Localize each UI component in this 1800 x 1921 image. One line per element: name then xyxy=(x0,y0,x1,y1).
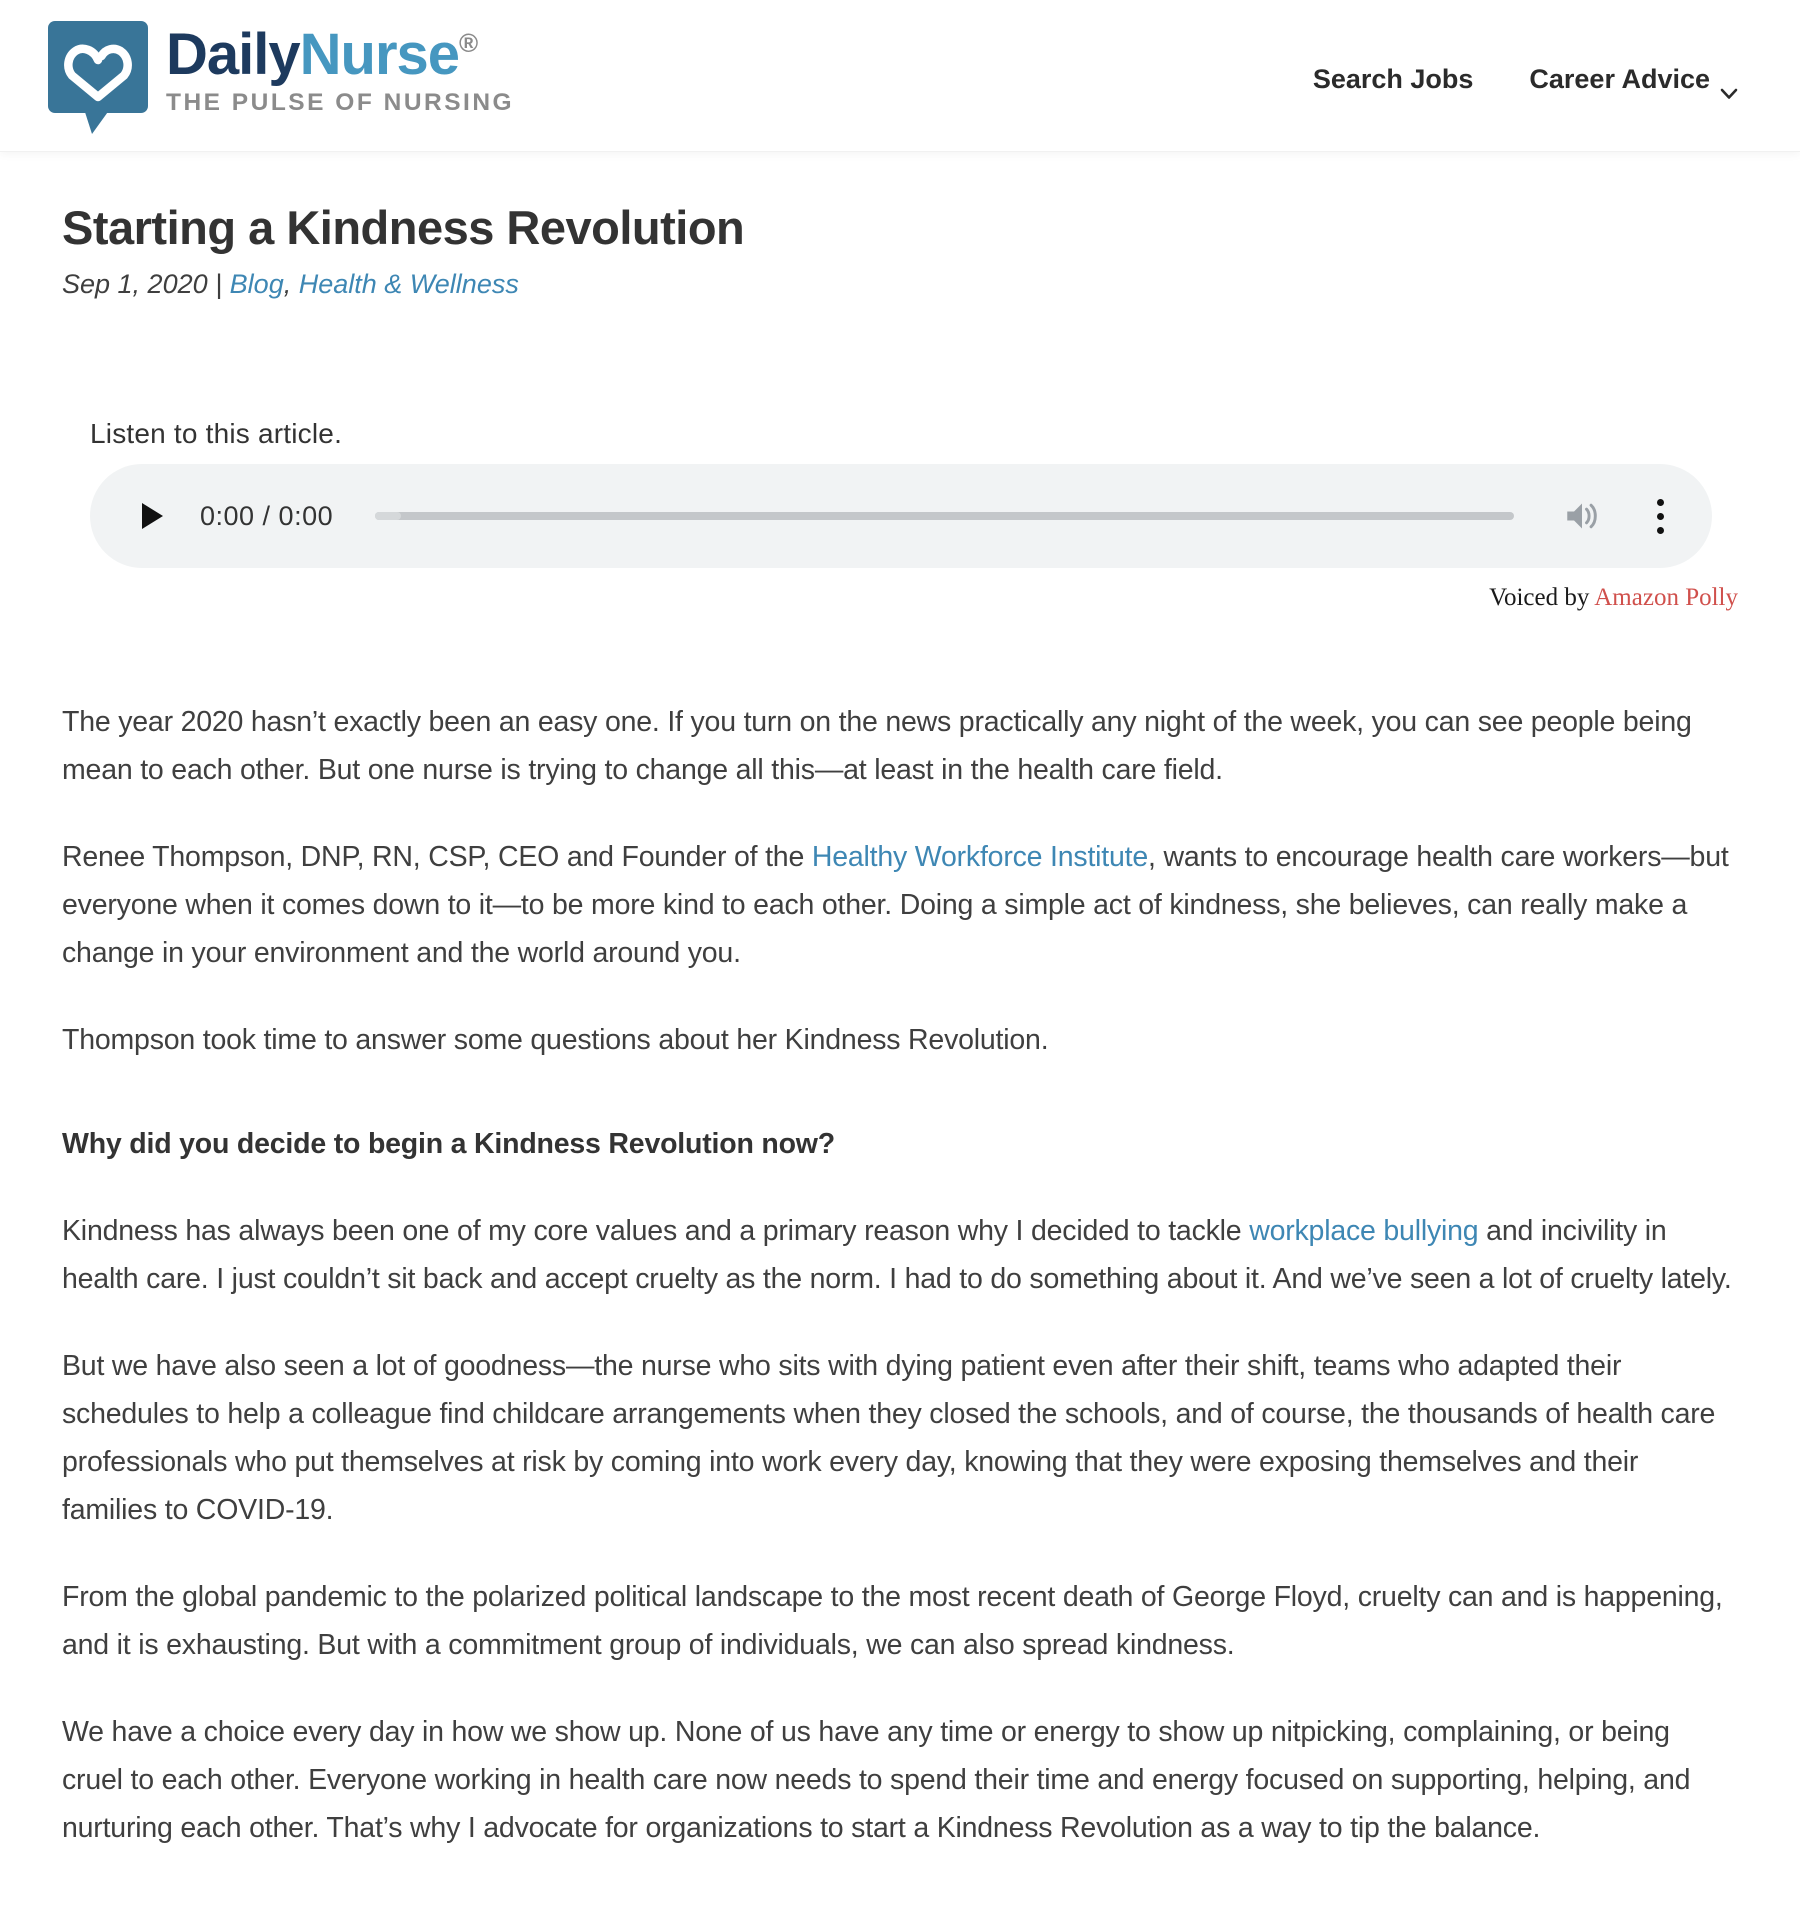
chevron-down-icon xyxy=(1720,76,1738,88)
amazon-polly-link[interactable]: Amazon Polly xyxy=(1594,584,1738,611)
audio-player-label: Listen to this article. xyxy=(90,418,343,449)
audio-time-display: 0:00 / 0:00 xyxy=(200,500,334,531)
text-segment: The year 2020 hasn’t exactly been an easy one. If you turn on the news practically any night of the week, you can see people being mean to each other. But one nurse is trying to change all this—at least in the health care field. xyxy=(62,706,1692,786)
article-content xyxy=(0,200,1800,1921)
nav-career-advice-label: Career Advice xyxy=(1529,64,1710,94)
text-segment: From the global pandemic to the polarized political landscape to the most recent death of George Floyd, cruelty can and is happening, and it is exhausting. But with a commitment group of individuals, we can also spread kindness. xyxy=(62,1581,1723,1661)
text-segment: Renee Thompson, DNP, RN, CSP, CEO and Founder of the xyxy=(62,841,812,873)
nav-search-jobs-label: Search Jobs xyxy=(1312,64,1474,94)
question-heading xyxy=(62,1120,1738,1168)
text-segment: Kindness has always been one of my core values and a primary reason why I decided to tackle xyxy=(62,1215,1250,1247)
paragraph xyxy=(62,833,1738,977)
paragraph xyxy=(62,698,1738,794)
paragraph xyxy=(62,1573,1738,1669)
main-nav xyxy=(1313,56,1738,95)
category-link-blog[interactable]: Blog xyxy=(229,269,284,299)
speaker-icon xyxy=(1565,501,1599,531)
heart-speech-bubble-icon xyxy=(48,21,148,135)
logo-wordmark xyxy=(166,21,515,118)
text-segment: Thompson took time to answer some questions about her Kindness Revolution. xyxy=(62,1024,1049,1056)
text-segment: Why did you decide to begin a Kindness Revolution now? xyxy=(62,1128,835,1160)
meta-comma: , xyxy=(283,269,299,299)
page-title: Starting a Kindness Revolution xyxy=(62,201,745,254)
text-segment: We have a choice every day in how we show up. None of us have any time or energy to show up nitpicking, complaining, or being cruel to each other. Everyone working in health care now needs to spend their time and energy focused on supporting, helping, and nurturing each other. That’s why I advocate for organizations to start a Kindness Revolution as a way to tip the balance. xyxy=(62,1716,1691,1844)
audio-credit xyxy=(62,584,1738,612)
paragraph xyxy=(62,1708,1738,1852)
kebab-dot xyxy=(1657,499,1664,506)
site-header xyxy=(0,0,1800,152)
audio-seek-slider[interactable] xyxy=(375,512,1514,520)
article-date: Sep 1, 2020 xyxy=(62,269,208,299)
daily-nurse-logo[interactable] xyxy=(48,17,514,135)
play-button[interactable] xyxy=(132,496,172,536)
inline-link[interactable]: Healthy Workforce Institute xyxy=(811,841,1149,873)
text-segment: and incivility in health care. I just couldn’t sit back and accept cruelty as the norm. I had to do something about it. And we’ve seen a lot of cruelty lately. xyxy=(62,1215,1732,1295)
kebab-dot xyxy=(1657,527,1664,534)
logo-word-nurse: Nurse xyxy=(299,21,460,87)
volume-button[interactable] xyxy=(1560,494,1604,538)
text-segment: , wants to encourage health care workers—but everyone when it comes down to it—to be more kind to each other. Doing a simple act of kindness, she believes, can really make a change in your environment and the world around you. xyxy=(62,841,1729,969)
kebab-dot xyxy=(1657,513,1664,520)
play-icon xyxy=(140,502,164,530)
paragraph xyxy=(62,1016,1738,1064)
paragraph xyxy=(62,1207,1738,1303)
category-link-health-wellness[interactable]: Health & Wellness xyxy=(298,269,519,299)
article-body xyxy=(62,698,1738,1921)
registered-trademark: ® xyxy=(459,27,478,58)
paragraph xyxy=(62,1342,1738,1534)
nav-career-advice[interactable] xyxy=(1529,64,1738,95)
text-segment: But we have also seen a lot of goodness—the nurse who sits with dying patient even after their shift, teams who adapted their schedules to help a colleague find childcare arrangements when they closed the schools, and of course, the thousands of health care professionals who put themselves at risk by coming into work every day, knowing that they were exposing themselves and their families to COVID-19. xyxy=(62,1350,1716,1526)
meta-separator: | xyxy=(207,269,230,299)
logo-word-daily: Daily xyxy=(166,21,300,87)
credit-prefix: Voiced by xyxy=(1489,584,1595,611)
audio-menu-button[interactable] xyxy=(1646,494,1674,538)
audio-player xyxy=(90,464,1712,568)
inline-link[interactable]: workplace bullying xyxy=(1249,1215,1479,1247)
logo-tagline: THE PULSE OF NURSING xyxy=(166,89,515,117)
nav-search-jobs[interactable] xyxy=(1313,64,1474,95)
article-meta xyxy=(62,269,1738,300)
